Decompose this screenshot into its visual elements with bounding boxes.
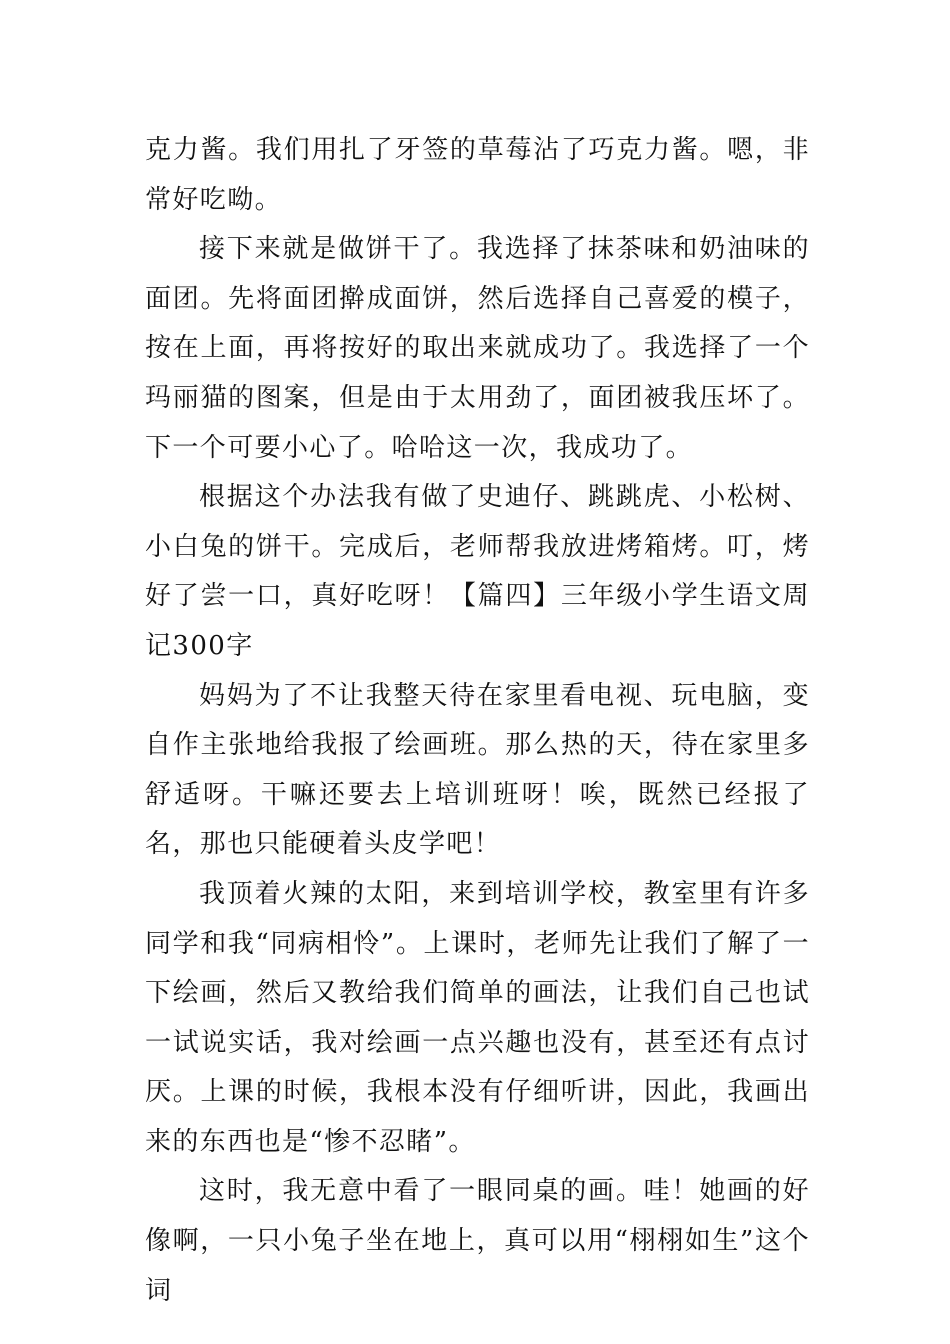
paragraph-5: 我顶着火辣的太阳，来到培训学校，教室里有许多同学和我“同病相怜”。上课时，老师先让我们了解了一下绘画，然后又教给我们简单的画法，让我们自己也试一试说实话，我对绘画一点兴趣也没有，甚至还有点讨厌。上课的时候，我根本没有仔细听讲，因此，我画出来的东西也是“惨不忍睹”。 <box>145 878 810 1157</box>
paragraph-1: 克力酱。我们用扎了牙签的草莓沾了巧克力酱。嗯，非常好吃呦。 <box>145 135 810 215</box>
paragraph-2: 接下来就是做饼干了。我选择了抹茶味和奶油味的面团。先将面团擀成面饼，然后选择自己喜爱的模子，按在上面，再将按好的取出来就成功了。我选择了一个玛丽猫的图案，但是由于太用劲了，面团被我压坏了。下一个可要小心了。哈哈这一次，我成功了。 <box>145 234 810 463</box>
document-body <box>145 126 810 1316</box>
paragraph-4: 妈妈为了不让我整天待在家里看电视、玩电脑，变自作主张地给我报了绘画班。那么热的天，待在家里多舒适呀。干嘛还要去上培训班呀！唉，既然已经报了名，那也只能硬着头皮学吧！ <box>145 680 810 860</box>
paragraph-6: 这时，我无意中看了一眼同桌的画。哇！她画的好像啊，一只小兔子坐在地上，真可以用“栩栩如生”这个词 <box>145 1176 810 1306</box>
paragraph-3: 根据这个办法我有做了史迪仔、跳跳虎、小松树、小白兔的饼干。完成后，老师帮我放进烤箱烤。叮，烤好了尝一口，真好吃呀！【篇四】三年级小学生语文周记300字 <box>145 482 810 661</box>
